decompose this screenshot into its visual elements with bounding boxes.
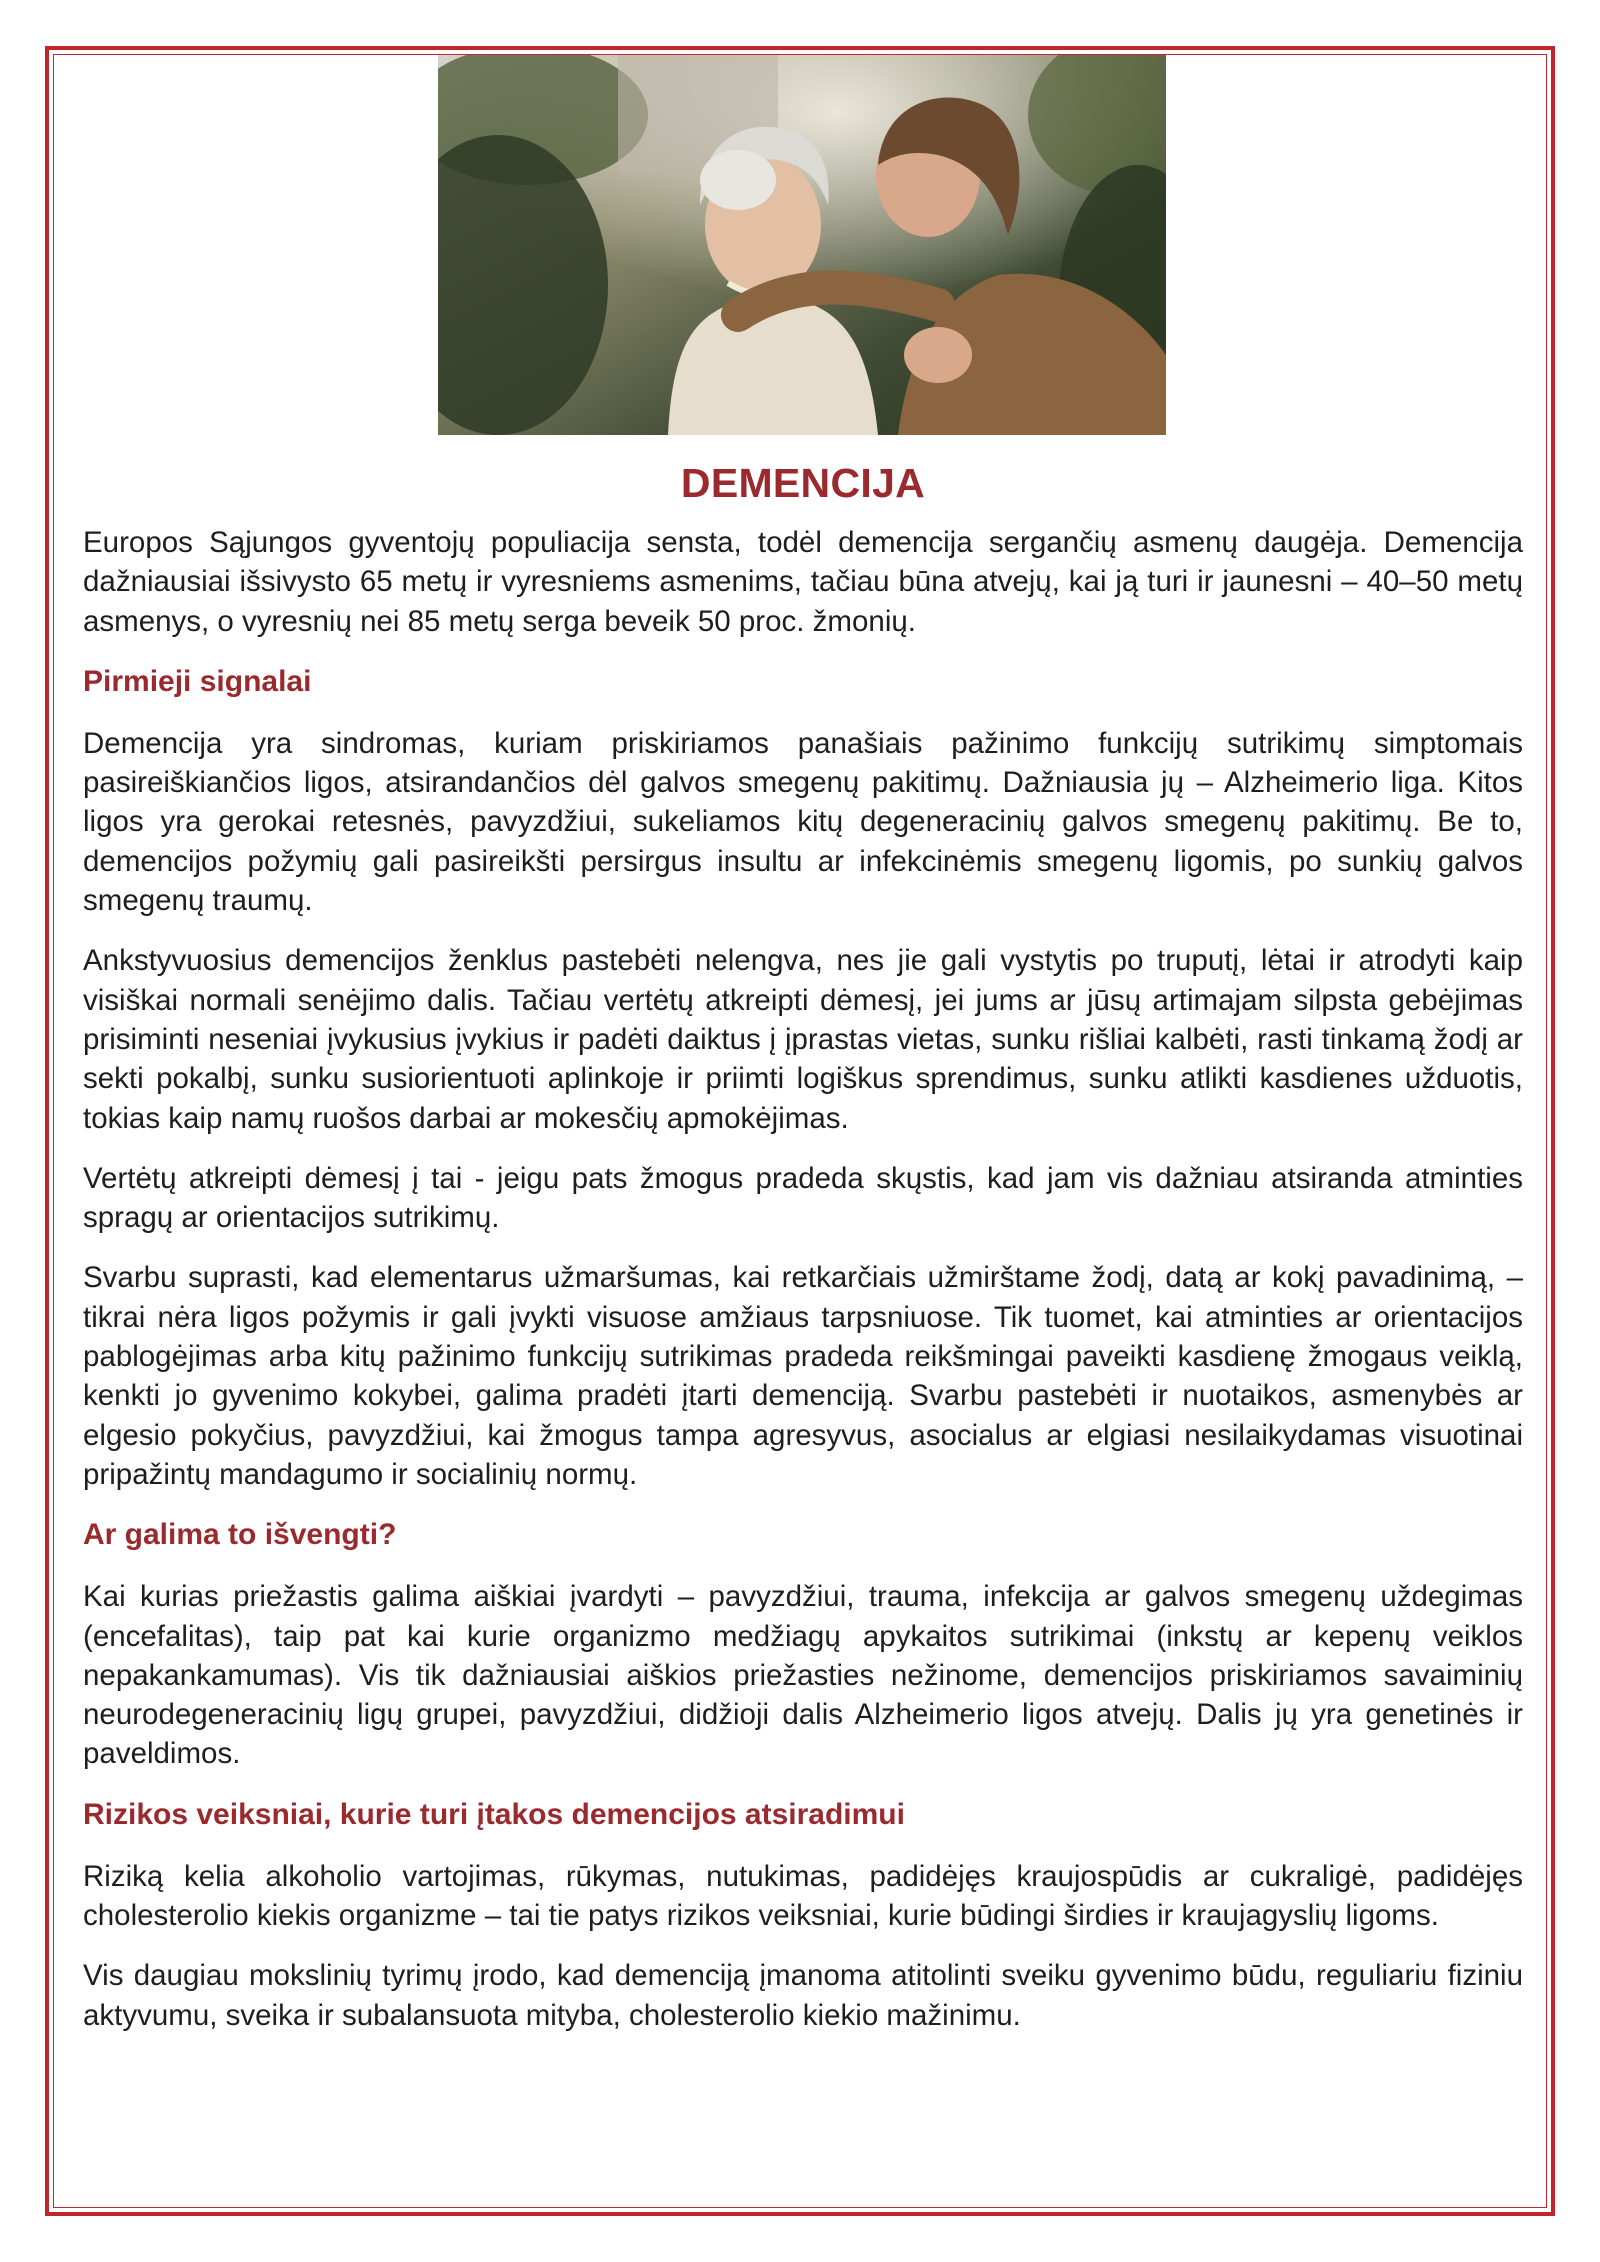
paragraph: Vertėtų atkreipti dėmesį į tai - jeigu pats žmogus pradeda skųstis, kad jam vis dažniau atsiranda atminties spragų ar orientacijos sutrikimų. bbox=[83, 1161, 1523, 1235]
section-heading-risk-factors: Rizikos veiksniai, kurie turi įtakos demencijos atsiradimui bbox=[83, 1797, 905, 1831]
section-heading-first-signals: Pirmieji signalai bbox=[83, 664, 312, 698]
paragraph: Svarbu suprasti, kad elementarus užmaršumas, kai retkarčiais užmirštame žodį, datą ar kokį pavadinimą, – tikrai nėra ligos požymis ir gali įvykti visuose amžiaus tarpsniuose. Tik tuomet, kai atminties ar orientacijos pablogėjimas arba kitų pažinimo funkcijų sutrikimas pradeda reikšmingai paveikti kasdienę žmogaus veiklą, kenkti jo gyvenimo kokybei, galima pradėti įtarti demenciją. Svarbu pastebėti ir nuotaikos, asmenybės ar elgesio pokyčius, pavyzdžiui, kai žmogus tampa agresyvus, asocialus ar elgiasi nesilaikydamas visuotinai pripažintų mandagumo ir socialinių normų. bbox=[83, 1261, 1523, 1491]
paragraph: Riziką kelia alkoholio vartojimas, rūkymas, nutukimas, padidėjęs kraujospūdis ar cukraligė, padidėjęs cholesterolio kiekis organizme – tai tie patys rizikos veiksniai, kurie būdingi širdies ir kraujagyslių ligoms. bbox=[83, 1859, 1523, 1933]
intro-paragraph: Europos Sąjungos gyventojų populiacija sensta, todėl demencija sergančių asmenų daugėja. Demencija dažniausiai išsivysto 65 metų ir vyresniems asmenims, tačiau būna atvejų, kai ją turi ir jaunesni – 40–50 metų asmenys, o vyresnių nei 85 metų serga beveik 50 proc. žmonių. bbox=[83, 526, 1523, 638]
paragraph: Kai kurias priežastis galima aiškiai įvardyti – pavyzdžiui, trauma, infekcija ar galvos smegenų uždegimas (encefalitas), taip pat kai kurie organizmo medžiagų apykaitos sutrikimai (inkstų ar kepenų veiklos nepakankamumas). Vis tik dažniausiai aiškios priežasties nežinome, demencijos priskiriamos savaiminių neurodegeneracinių ligų grupei, pavyzdžiui, didžioji dalis Alzheimerio ligos atvejų. Dalis jų yra genetinės ir paveldimos. bbox=[83, 1580, 1523, 1771]
paragraph: Ankstyvuosius demencijos ženklus pastebėti nelengva, nes jie gali vystytis po truputį, lėtai ir atrodyti kaip visiškai normali senėjimo dalis. Tačiau vertėtų atkreipti dėmesį, jei jums ar jūsų artimajam silpsta gebėjimas prisiminti neseniai įvykusius įvykius ir padėti daiktus į įprastas vietas, sunku rišliai kalbėti, rasti tinkamą žodį ar sekti pokalbį, sunku susiorientuoti aplinkoje ir priimti logiškus sprendimus, sunku atlikti kasdienes užduotis, tokias kaip namų ruošos darbai ar mokesčių apmokėjimas. bbox=[83, 944, 1523, 1135]
section-heading-prevention: Ar galima to išvengti? bbox=[83, 1518, 397, 1552]
header-photo bbox=[438, 55, 1166, 435]
document-body bbox=[83, 453, 1523, 2056]
paragraph: Demencija yra sindromas, kuriam priskiriamos panašiais pažinimo funkcijų sutrikimų simptomais pasireiškiančios ligos, atsirandančios dėl galvos smegenų pakitimų. Dažniausia jų – Alzheimerio liga. Kitos ligos yra gerokai retesnės, pavyzdžiui, sukeliamos kitų degeneracinių galvos smegenų pakitimų. Be to, demencijos požymių gali pasireikšti persirgus insultu ar infekcinėmis smegenų ligomis, po sunkių galvos smegenų traumų. bbox=[83, 726, 1523, 918]
paragraph: Vis daugiau mokslinių tyrimų įrodo, kad demenciją įmanoma atitolinti sveiku gyvenimo būdu, reguliariu fiziniu aktyvumu, sveika ir subalansuota mityba, cholesterolio kiekio mažinimu. bbox=[83, 1959, 1523, 2032]
page-title: DEMENCIJA bbox=[680, 460, 926, 506]
